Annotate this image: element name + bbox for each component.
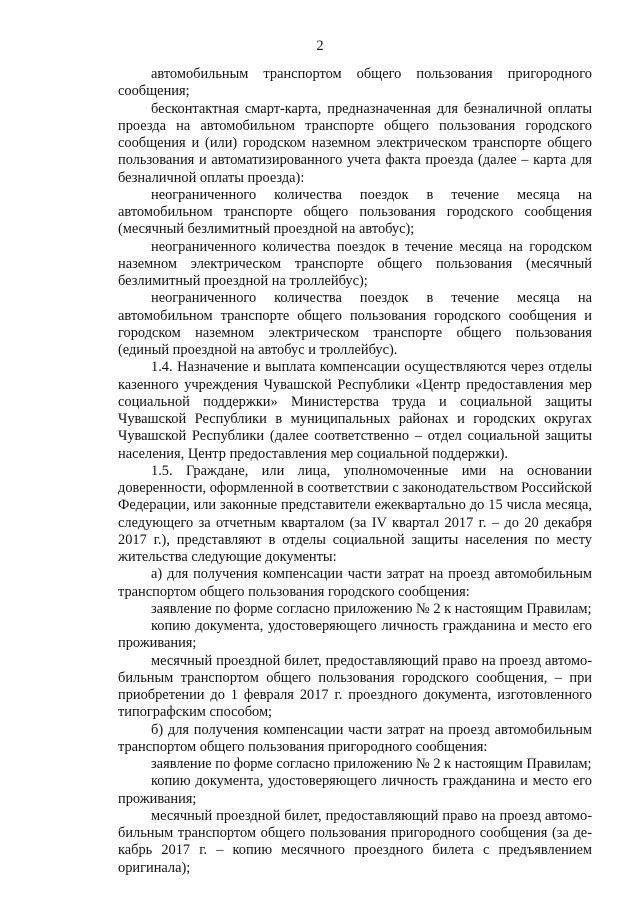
paragraph: месячный проездной билет, предоставляющий право на проезд автомобильным транспортом общего пользования пригородного сообщения (за декабрь 2017 г. – копию месячного проездного билета с предъявлением оригинала); — [118, 807, 592, 876]
paragraph: неограниченного количества поездок в течение месяца на автомобильном транспорте общего пользования городского сообщения (месячный безлимитный проездной на автобус); — [118, 186, 592, 238]
paragraph: 1.4. Назначение и выплата компенсации осуществляются через отделы казенного учреждения Чувашской Республики «Центр предоставления мер социальной поддержки» Министерства труда и социальной защиты Чувашской Республики в муниципальных районах и городских округах Чувашской Республики (далее соответственно – отдел социальной защиты населения, Центр предоставления мер социальной поддержки). — [118, 359, 592, 462]
document-body — [118, 66, 592, 877]
paragraph: копию документа, удостоверяющего личность гражданина и место его проживания; — [118, 618, 592, 652]
paragraph: заявление по форме согласно приложению № 2 к настоящим Правилам; — [151, 756, 592, 772]
paragraph: неограниченного количества поездок в течение месяца на городском наземном электрическом транспорте общего пользования (месячный безлимитный проездной на троллейбус); — [118, 238, 592, 289]
page-number: 2 — [316, 38, 324, 54]
paragraph: автомобильным транспортом общего пользования пригородного сообщения; — [118, 66, 592, 100]
paragraph: 1.5. Граждане, или лица, уполномоченные ими на основании доверенности, оформленной в соответствии с законодательством Российской Федерации, или законные представители ежеквартально до 15 числа месяца, следующего за отчетным кварталом (за IV квартал 2017 г. – до 20 декабря 2017 г.), представляют в отделы социальной защиты населения по месту жительства следующие документы: — [118, 462, 592, 565]
paragraph: а) для получения компенсации части затрат на проезд автомобильным транспортом общего пользования городского сообщения: — [118, 566, 592, 600]
paragraph: неограниченного количества поездок в течение месяца на автомобильном транспорте общего пользования городского сообщения и городском наземном электрическом транспорте общего пользования (единый проездной на автобус и троллейбус). — [118, 290, 592, 358]
paragraph: копию документа, удостоверяющего личность гражданина и место его проживания; — [118, 773, 592, 807]
paragraph: заявление по форме согласно приложению № 2 к настоящим Правилам; — [151, 600, 592, 617]
paragraph: б) для получения компенсации части затрат на проезд автомобильным транспортом общего пользования пригородного сообщения: — [118, 721, 592, 755]
paragraph: бесконтактная смарт-карта, предназначенная для безналичной оплаты проезда на автомобильном транспорте общего пользования городского сообщения и (или) городском наземном электрическом транспорте общего пользования и автоматизированного учета факта проезда (далее – карта для безналичной оплаты проезда): — [118, 100, 592, 186]
paragraph: месячный проездной билет, предоставляющий право на проезд автомобильным транспортом общего пользования городского сообщения, – при приобретении до 1 февраля 2017 г. проездного документа, изготовленного типографским способом; — [118, 652, 592, 721]
